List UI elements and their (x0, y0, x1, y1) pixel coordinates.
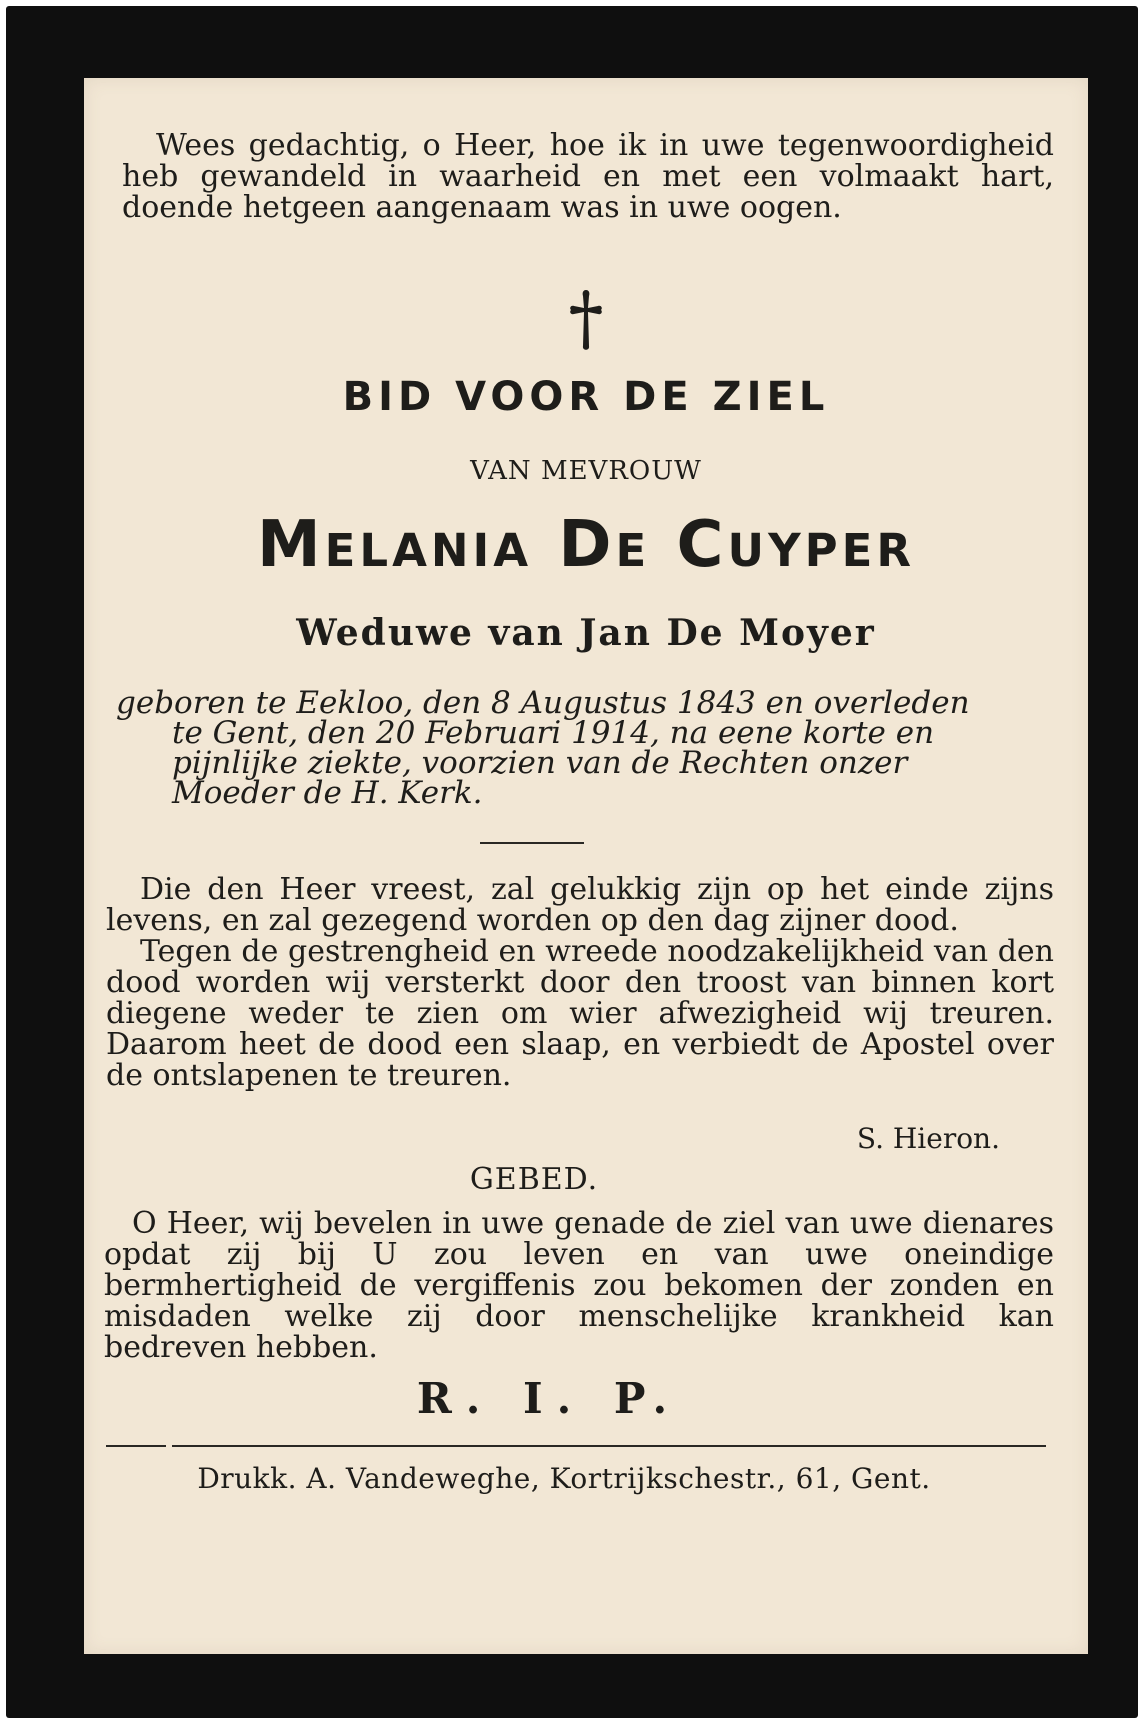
prayer-text: O Heer, wij bevelen in uwe genade de ziel van uwe dienares opdat zij bij U zou leven en van uwe oneindige bermhertigheid de vergiffenis zou bekomen der zonden en misdaden welke zij door menschelijke krankheid kan bedreven hebben. (104, 1206, 1054, 1365)
mourning-card-border (6, 6, 1138, 1718)
bottom-divider (106, 1444, 1046, 1449)
dates-line: geboren te Eekloo, den 8 Augustus 1843 en overleden (116, 685, 970, 721)
cross-icon (566, 286, 606, 356)
subheadline: VAN MEVROUW (470, 456, 702, 486)
quote-paragraph: Die den Heer vreest, zal gelukkig zijn op het einde zijns levens, en zal gezegend worden op den dag zijner dood. (106, 872, 1054, 938)
deceased-name: Melania De Cuyper (256, 508, 916, 582)
dates-line: te Gent, den 20 Februari 1914, na eene korte en (172, 715, 935, 751)
dates-line: Moeder de H. Kerk. (172, 775, 483, 811)
memorial-card (84, 78, 1088, 1654)
opening-verse: Wees gedachtig, o Heer, hoe ik in uwe tegenwoordigheid heb gewandeld in waarheid en met een volmaakt hart, doende hetgeen aangenaam was in uwe oogen. (122, 128, 1054, 225)
scripture-quote (106, 874, 1054, 1091)
rip-text: R. I. P. (416, 1374, 682, 1423)
dates-line: pijnlijke ziekte, voorzien van de Rechten onzer (172, 745, 908, 781)
quote-paragraph: Tegen de gestrengheid en wreede noodzakelijkheid van den dood worden wij versterkt door den troost van binnen kort diegene weder te zien om wier afwezigheid wij treuren. Daarom heet de dood een slaap, en verbiedt de Apostel over de ontslapenen te treuren. (106, 934, 1054, 1093)
widow-line: Weduwe van Jan De Moyer (296, 612, 876, 654)
printer-imprint: Drukk. A. Vandeweghe, Kortrijkschestr., 61, Gent. (197, 1462, 931, 1495)
divider (480, 842, 584, 844)
quote-attribution: S. Hieron. (856, 1122, 1000, 1155)
headline: BID VOOR DE ZIEL (342, 374, 830, 420)
birth-death-dates (116, 685, 1060, 811)
prayer-title: GEBED. (469, 1162, 599, 1197)
